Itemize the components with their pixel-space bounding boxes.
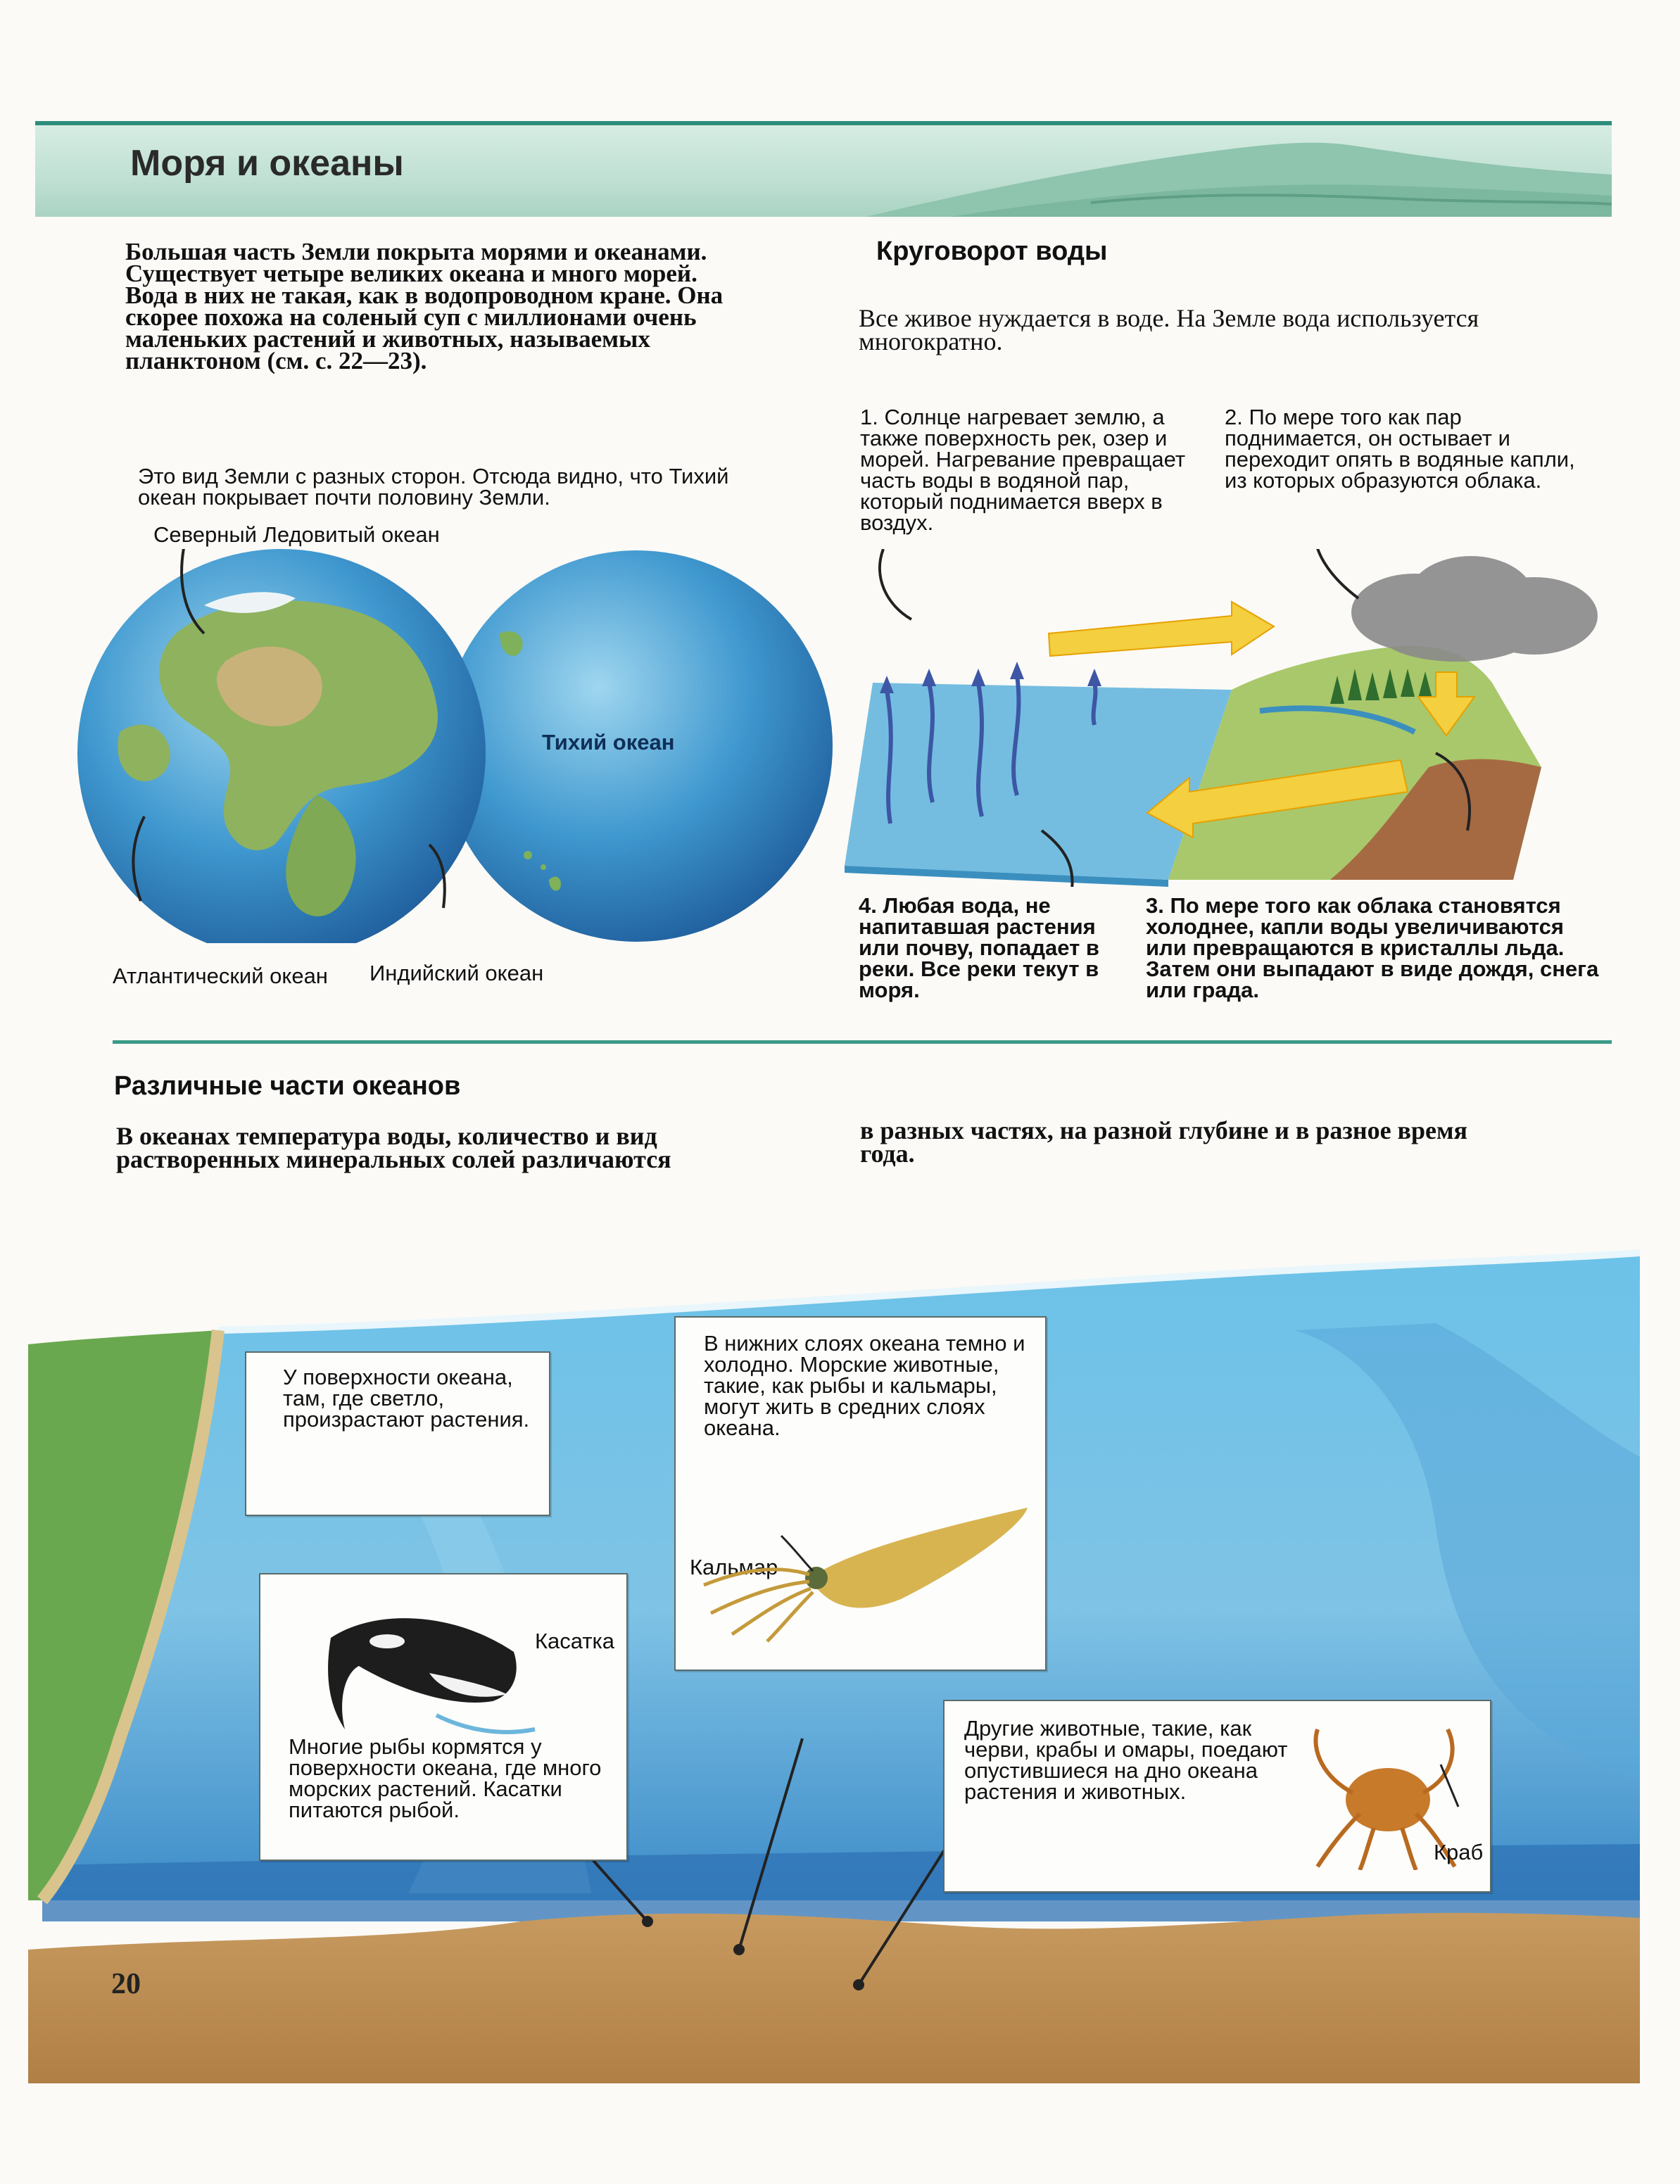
callout-ocean-floor bbox=[943, 1700, 1491, 1893]
label-crab: Краб bbox=[1434, 1840, 1484, 1864]
squid-image bbox=[690, 1494, 1035, 1648]
water-cycle-title: Круговорот воды bbox=[876, 236, 1108, 266]
callout-ocean-floor-text: Другие животные, такие, как черви, крабы и омары, поедают опустившиеся на дно океана растения и животных. bbox=[964, 1716, 1288, 1804]
page-number: 20 bbox=[111, 1968, 141, 2000]
ocean-parts-text-right: в разных частях, на разной глубине и в разное время года. bbox=[860, 1116, 1467, 1168]
earth-globes-illustration bbox=[63, 549, 859, 943]
callout-deep-ocean bbox=[674, 1316, 1047, 1671]
water-cycle-step-4: 4. Любая вода, не напитавшая растения или почву, попадает в реки. Все реки текут в моря. bbox=[859, 893, 1099, 1002]
page-title: Моря и океаны bbox=[130, 143, 404, 184]
water-cycle-diagram bbox=[838, 549, 1619, 887]
label-indian-ocean: Индийский океан bbox=[370, 961, 544, 985]
water-cycle-step-3: 3. По мере того как облака становятся холоднее, капли воды увеличиваются или превращаются в кристаллы льда. Затем они выпадают в виде дождя, снега или града. bbox=[1146, 893, 1599, 1002]
label-arctic-ocean: Северный Ледовитый океан bbox=[153, 522, 440, 547]
ocean-parts-title: Различные части океанов bbox=[114, 1071, 461, 1101]
intro-paragraph: Большая часть Земли покрыта морями и океанами. Существует четыре великих океана и много морей. Вода в них не такая, как в водопроводном кране. Она скорее похожа на соленый суп с миллионами очень маленьких растений и животных, называемых планктоном (см. с. 22—23). bbox=[125, 238, 724, 374]
label-orca: Касатка bbox=[535, 1629, 615, 1653]
callout-orca-text: Многие рыбы кормятся у поверхности океана, где много морских растений. Касатки питаются рыбой. bbox=[289, 1734, 602, 1822]
water-cycle-step-2: 2. По мере того как пар поднимается, он остывает и переходит опять в водяные капли, из которых образуются облака. bbox=[1225, 405, 1575, 493]
globes-caption: Это вид Земли с разных сторон. Отсюда видно, что Тихий океан покрывает почти половину Земли. bbox=[138, 464, 729, 510]
water-cycle-intro: Все живое нуждается в воде. На Земле вода используется многократно. bbox=[859, 304, 1479, 355]
callout-deep-ocean-text: В нижних слоях океана темно и холодно. Морские животные, такие, как рыбы и кальмары, могут жить в средних слоях океана. bbox=[704, 1331, 1025, 1440]
section-divider bbox=[113, 1040, 1612, 1044]
label-squid: Кальмар bbox=[690, 1555, 778, 1579]
callout-surface-plants-text: У поверхности океана, там, где светло, произрастают растения. bbox=[283, 1365, 530, 1432]
label-pacific-ocean: Тихий океан bbox=[542, 730, 675, 755]
callout-orca bbox=[259, 1573, 628, 1861]
callout-surface-plants bbox=[245, 1351, 550, 1516]
water-cycle-step-1: 1. Солнце нагревает землю, а также поверхность рек, озер и морей. Нагревание превращает часть воды в водяной пар, который поднимается вверх в воздух. bbox=[860, 405, 1186, 535]
ocean-parts-text-left: В океанах температура воды, количество и вид растворенных минеральных солей различаются bbox=[116, 1122, 671, 1173]
orca-image bbox=[310, 1596, 542, 1743]
label-atlantic-ocean: Атлантический океан bbox=[113, 964, 328, 988]
